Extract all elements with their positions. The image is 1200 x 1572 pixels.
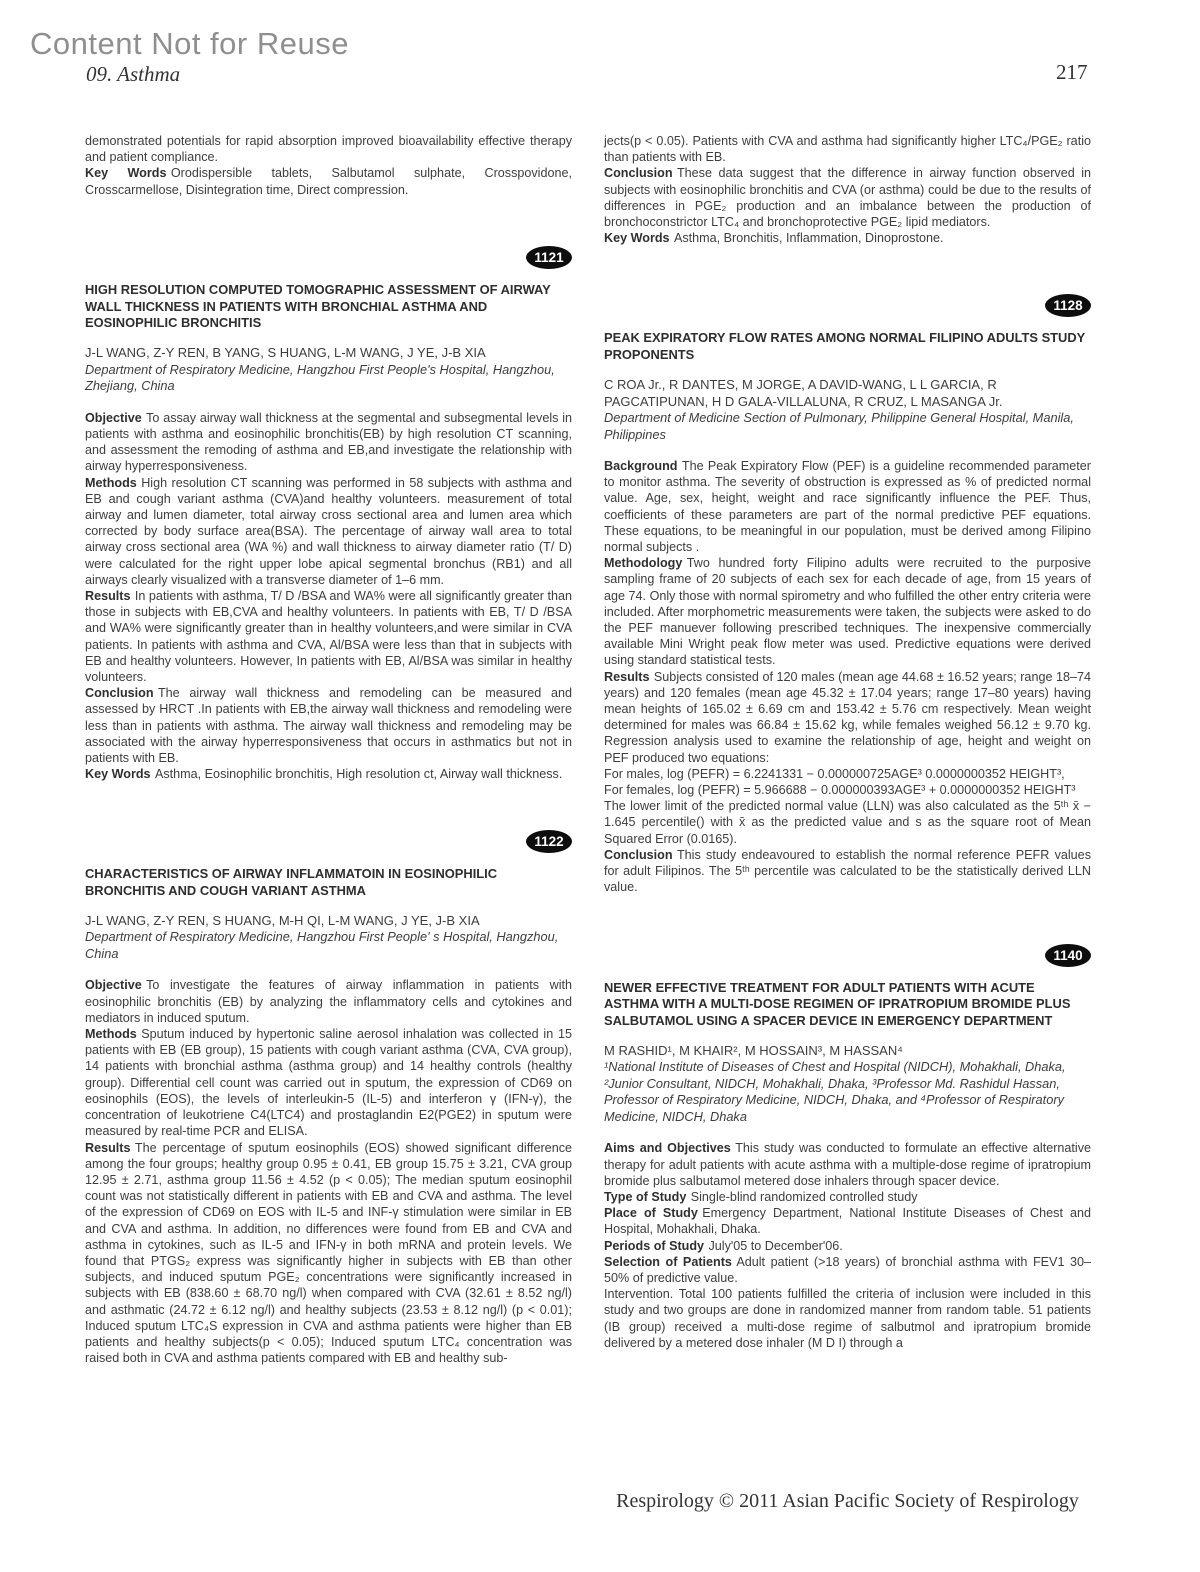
paragraph-text: Subjects consisted of 120 males (mean age 44.68 ± 16.52 years; range 18–74 years) and 120 females (mean age 45.32 ± 17.04 years; range 17–80 years) having mean heights of 165.02 ± 6.69 cm and 153.42 ± 5.76 cm respectively. Mean weight determined for males was 66.84 ± 15.62 kg, while females weighed 56.12 ± 9.70 kg. Regression analysis used to examine the relationship of age, height and weight on PEF produced two equations: [604,669,1091,765]
paragraph-label: Objective [85,410,142,425]
paragraph [604,133,1091,165]
paragraph-label: Methodology [604,556,683,571]
page-number: 217 [1056,60,1088,84]
paragraph-text: In patients with asthma, T/ D /BSA and WA% were all significantly greater than those in subjects with EB,CVA and healthy volunteers. In patients with EB, T/ D /BSA and WA% were significantly greater than in healthy volunteers,and were similar in CVA patients. In patients with asthma and CVA, Al/BSA were less than that in subjects with EB and healthy volunteers. However, In patients with EB, Al/BSA was similar in healthy volunteers. [85,588,572,684]
watermark-text: Content Not for Reuse [30,26,349,61]
abstract-number-badge: 1122 [526,830,572,853]
paragraph-label: Selection of Patients [604,1254,732,1269]
abstract-affiliation: Department of Respiratory Medicine, Hangzhou First People' s Hospital, Hangzhou, China [85,929,559,961]
paragraph-text: For males, log (PEFR) = 6.2241331 − 0.000000725AGE³ 0.0000000352 HEIGHT³, [604,766,1065,781]
paragraph-text: demonstrated potentials for rapid absorption improved bioavailability effective therapy and patient compliance. [85,134,572,165]
paragraph-label: Key Words [604,231,670,246]
paragraph-text: Asthma, Eosinophilic bronchitis, High resolution ct, Airway wall thickness. [154,767,563,782]
objective-paragraph [85,410,572,475]
paragraph-label: Methods [85,1027,137,1042]
paragraph-text: July'05 to December'06. [708,1238,843,1253]
background-paragraph [604,458,1091,555]
paragraph-text: High resolution CT scanning was performed in 58 subjects with asthma and EB and cough variant asthma (CVA)and healthy volunteers. measurement of total airway and lumen diameter, total airway cross sectional area and lumen area which corrected by body surface area(BSA). The percentage of airway wall area to total airway cross sectional area (WA %) and wall thickness to airway diameter ratio (T/ D) were calculated for the right upper lobe apical segmental bronchus (RB1) and all airways clearly visualized with a transverse diameter of 1–6 mm. [85,475,572,587]
paragraph-label: Objective [85,978,142,993]
abstract-title: HIGH RESOLUTION COMPUTED TOMOGRAPHIC ASSESSMENT OF AIRWAY WALL THICKNESS IN PATIENTS WITH BRONCHIAL ASTHMA AND EOSINOPHILIC BRONCHITIS [85,281,551,331]
paragraph-text: Two hundred forty Filipino adults were recruited to the purposive sampling frame of 20 subjects of each sex for each decade of age, from 15 years of age 74. Only those with normal spirometry and who fulfilled the other entry criteria were included. After morphometric measurements were taken, the subjects were asked to do the PEF manuever following prescribed techniques. The inexpensive commercially available Mini Wright peak flow meter was used. Predictive equations were derived using standard statistical tests. [604,556,1091,668]
abstract-1121 [85,246,572,783]
abstract-affiliation: ¹National Institute of Diseases of Chest and Hospital (NIDCH), Mohakhali, Dhaka, ²Junior Consultant, NIDCH, Mohakhali, Dhaka, ³Professor Md. Rashidul Hassan, Professor of Respiratory Medicine, NIDCH, Dhaka, and ⁴Professor of Respiratory Medicine, NIDCH, Dhaka [604,1059,1066,1124]
paragraph-label: Results [85,1140,131,1155]
place-of-study-paragraph [604,1205,1091,1237]
paragraph-label: Place of Study [604,1206,698,1221]
left-column [85,133,572,1366]
abstract-affiliation: Department of Medicine Section of Pulmonary, Philippine General Hospital, Manila, Philippines [604,410,1074,442]
paragraph-text: Sputum induced by hypertonic saline aerosol inhalation was collected in 15 patients with EB (EB group), 15 patients with cough variant asthma (CVA, CVA group), 14 patients with bronchial asthma (asthma group) and 14 healthy controls (healthy group). Differential cell count was carried out in sputum, the expression of CD69 on eosinophils (EOS), the levels of interleukin-5 (IL-5) and interferon γ (IFN-γ), the concentration of leukotriene C4(LTC4) and prostaglandin E2(PGE2) in sputum were measured by real-time PCR and ELISA. [85,1027,572,1139]
methodology-paragraph [604,555,1091,668]
periods-of-study-paragraph [604,1238,1091,1254]
paragraph-text: jects(p < 0.05). Patients with CVA and asthma had significantly higher LTC₄/PGE₂ ratio than patients with EB. [604,134,1091,165]
keywords-paragraph [85,165,572,197]
lln-paragraph [604,798,1091,847]
paragraph-text: The lower limit of the predicted normal value (LLN) was also calculated as the 5ᵗʰ x̄ − 1.645 percentile() with x̄ as the predicted value and s as the square root of Mean Squared Error (0.0165). [604,799,1091,846]
abstract-affiliation: Department of Respiratory Medicine, Hangzhou First People's Hospital, Hangzhou, Zhejiang, China [85,361,555,394]
paragraph-text: The airway wall thickness and remodeling can be measured and assessed by HRCT .In patients with EB,the airway wall thickness and remodeling were less than in patients with asthma. The airway wall thickness and remodeling may be associated with the airway hyperresponsiveness that occurs in asthmatics but not in patients with EB. [85,686,572,765]
abstract-number-badge: 1121 [526,246,572,269]
paragraph-label: Conclusion [85,686,154,701]
keywords-paragraph [604,230,1091,246]
methods-paragraph [85,1026,572,1139]
abstract-title: CHARACTERISTICS OF AIRWAY INFLAMMATOIN IN EOSINOPHILIC BRONCHITIS AND COUGH VARIANT ASTHMA [85,866,498,899]
keywords-paragraph [85,766,572,782]
abstract-title: NEWER EFFECTIVE TREATMENT FOR ADULT PATIENTS WITH ACUTE ASTHMA WITH A MULTI-DOSE REGIMEN OF IPRATROPIUM BROMIDE PLUS SALBUTAMOL USING A SPACER DEVICE IN EMERGENCY DEPARTMENT [604,979,1071,1029]
paragraph-label: Aims and Objectives [604,1141,731,1156]
conclusion-paragraph [604,847,1091,896]
paragraph-label: Methods [85,475,137,490]
abstract-1122 [85,830,572,1366]
abstract-1140 [604,944,1091,1352]
paragraph-label: Conclusion [604,166,673,181]
results-paragraph [85,1140,572,1367]
results-paragraph [85,588,572,685]
paragraph-label: Type of Study [604,1190,687,1204]
paragraph-text: Adult patient (>18 years) of bronchial asthma with FEV1 30–50% of predictive value. [604,1254,1091,1286]
paragraph-text: Single-blind randomized controlled study [690,1190,918,1204]
paragraph-text: For females, log (PEFR) = 5.966688 − 0.000000393AGE³ + 0.0000000352 HEIGHT³ [604,783,1076,798]
paragraph-text: This study endeavoured to establish the normal reference PEFR values for adult Filipinos. The 5ᵗʰ percentile was calculated to be the statistically derived LLN value. [604,847,1091,895]
paragraph-label: Key Words [85,166,167,181]
abstract-number-badge: 1128 [1045,294,1091,317]
abstract-authors: C ROA Jr., R DANTES, M JORGE, A DAVID-WANG, L L GARCIA, R PAGCATIPUNAN, H D GALA-VILLALUNA, R CRUZ, L MASANGA Jr. [604,377,1003,409]
aims-paragraph [604,1140,1091,1189]
abstract-1128 [604,294,1091,895]
paragraph-label: Results [85,588,131,603]
objective-paragraph [85,977,572,1026]
paragraph-text: The Peak Expiratory Flow (PEF) is a guideline recommended parameter to monitor asthma. The severity of obstruction is expressed as % of predicted normal value. Age, sex, height, weight and race significantly influence the PEF. Thus, coefficients of these parameters are part of the normal predictive PEF equations. These equations, to be meaningful in our population, must be derived among Filipino normal subjects . [604,459,1091,555]
paragraph-text: Intervention. Total 100 patients fulfilled the criteria of inclusion were included in this study and two groups are done in randomized manner from random table. 51 patients (IB group) received a multi-dose regime of salbutmol and ipratropium bromide delivered by a metered dose inhaler (M D I) through a [604,1287,1091,1350]
type-of-study-paragraph [604,1189,1091,1205]
selection-of-patients-paragraph [604,1254,1091,1286]
section-header: 09. Asthma [86,62,181,86]
abstract-authors: J-L WANG, Z-Y REN, S HUANG, M-H QI, L-M WANG, J YE, J-B XIA [85,912,480,928]
paragraph-text: These data suggest that the difference in airway function observed in subjects with eosinophilic bronchitis and CVA (or asthma) could be due to the results of differences in PGE₂ production and an imbalance between the production of bronchoconstrictor LTC₄ and bronchoprotective PGE₂ lipid mediators. [604,166,1091,230]
abstract-1120-continuation [85,133,572,198]
abstract-1122-continuation [604,133,1091,246]
methods-paragraph [85,475,572,588]
paragraph-label: Conclusion [604,847,673,862]
conclusion-paragraph [604,165,1091,230]
paragraph-text: To investigate the features of airway inflammation in patients with eosinophilic bronchitis (EB) by analyzing the inflammatory cells and cytokines and mediators in induced sputum. [85,978,572,1025]
right-column [604,133,1091,1351]
paragraph-text: The percentage of sputum eosinophils (EOS) showed significant difference among the four groups; healthy group 0.95 ± 0.41, EB group 15.75 ± 3.21, CVA group 12.95 ± 2.71, asthma group 11.56 ± 4.52 (p < 0.05); The median sputum eosinophil count was not statistically different in patients with EB and CVA and asthma. The level of the expression of CD69 on EOS with IL-5 and INF-γ stimulation were similar in EB and CVA and asthma. In addition, no differences were found from EB and CVA and asthma in cytokines, such as IL-5 and IFN-γ in both mRNA and protein levels. We found that PTGS₂ express was significantly higher in subjects with EB than other subjects, and induced sputum PGE₂ concentrations were significantly increased in subjects with EB (838.60 ± 68.70 ng/l) when compared with CVA (32.61 ± 8.52 ng/l) and asthmatic (24.72 ± 6.12 ng/l) and healthy subjects (23.53 ± 8.12 ng/l) (p < 0.01); Induced sputum LTC₄S expression in CVA and asthma patients were higher than EB patients and healthy subjects(p < 0.05); Induced sputum LTC₄ concentration was raised both in CVA and asthma patients compared with EB and healthy sub- [85,1140,572,1366]
abstract-title: PEAK EXPIRATORY FLOW RATES AMONG NORMAL FILIPINO ADULTS STUDY PROPONENTS [604,330,1086,363]
paragraph-label: Key Words [85,767,151,782]
abstract-authors: J-L WANG, Z-Y REN, B YANG, S HUANG, L-M WANG, J YE, J-B XIA [85,345,486,361]
paragraph-text: Asthma, Bronchitis, Inflammation, Dinoprostone. [673,231,944,246]
abstract-authors: M RASHID¹, M KHAIR², M HOSSAIN³, M HASSAN⁴ [604,1042,903,1058]
paragraph-label: Periods of Study [604,1238,705,1253]
paragraph [85,133,572,165]
equation-females [604,782,1091,798]
intervention-paragraph [604,1286,1091,1351]
journal-footer: Respirology © 2011 Asian Pacific Society of Respirology [616,1490,1079,1512]
paragraph-text: This study was conducted to formulate an effective alternative therapy for adult patients with acute asthma with a multiple-dose regime of ipratropium bromide plus salbutamol metered dose inhalers through spacer device. [604,1141,1091,1188]
results-paragraph [604,669,1091,766]
paragraph-label: Background [604,459,678,474]
paragraph-text: Orodispersible tablets, Salbutamol sulphate, Crosspovidone, Crosscarmellose, Disintegration time, Direct compression. [85,166,572,197]
paragraph-label: Results [604,669,650,684]
equation-males [604,766,1091,782]
paragraph-text: Emergency Department, National Institute Diseases of Chest and Hospital, Mohakhali, Dhaka. [604,1206,1091,1237]
abstract-number-badge: 1140 [1045,944,1091,967]
paragraph-text: To assay airway wall thickness at the segmental and subsegmental levels in patients with asthma and eosinophilic bronchitis(EB) by high resolution CT scanning, and assessment the remoding of asthma and EB,and investigate the relationship with airway hyperresponsiveness. [85,410,572,474]
conclusion-paragraph [85,685,572,766]
